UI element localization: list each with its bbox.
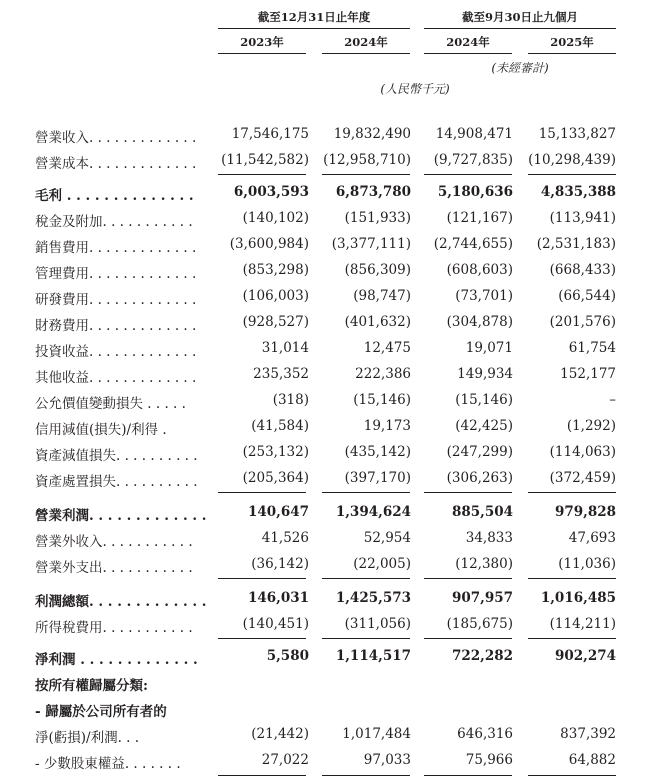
cell-2024: (12,958,710) xyxy=(323,152,411,168)
cell-2024-9m: (42,425) xyxy=(455,418,513,434)
cell-2024: 97,033 xyxy=(363,752,411,768)
cell-2024: (435,142) xyxy=(344,444,411,460)
table-row-selling xyxy=(0,232,658,258)
final-rule xyxy=(322,775,410,776)
cell-2025-9m: 837,392 xyxy=(560,726,616,742)
year-rule-3 xyxy=(424,53,512,54)
cell-2024-9m: 5,180,636 xyxy=(437,184,513,200)
cell-2024-9m: (9,727,835) xyxy=(433,152,513,168)
cell-2025-9m: 902,274 xyxy=(554,648,616,664)
cell-2024: 1,017,484 xyxy=(342,726,411,742)
year-rule-4 xyxy=(528,53,616,54)
cell-2023: 235,352 xyxy=(253,366,309,382)
cell-2023: 146,031 xyxy=(247,590,309,606)
row-label: 稅金及附加. . . . . . . . . . . xyxy=(35,214,193,230)
row-label: 其他收益. . . . . . . . . . . . . xyxy=(35,370,197,386)
cell-2023: 17,546,175 xyxy=(231,126,309,142)
row-label: 信用減值(損失)/利得 . xyxy=(35,422,167,438)
cell-2025-9m: 15,133,827 xyxy=(538,126,616,142)
final-rule xyxy=(218,775,306,776)
table-row-asset-impairment xyxy=(0,440,658,466)
currency-unit-note: (人民幣千元) xyxy=(380,82,450,96)
cell-2024: (401,632) xyxy=(344,314,411,330)
cell-2024-9m: (306,263) xyxy=(446,470,513,486)
row-label: - 歸屬於公司所有者的 xyxy=(35,704,167,720)
period-annual-header: 截至12月31日止年度 xyxy=(257,10,371,24)
cell-2024-9m: (2,744,655) xyxy=(433,236,513,252)
row-label: 營業成本. . . . . . . . . . . . . xyxy=(35,156,197,172)
table-row-owners-heading xyxy=(0,696,658,722)
row-label: 營業收入. . . . . . . . . . . . . xyxy=(35,130,197,146)
row-label: 營業利潤. . . . . . . . . . . . . xyxy=(35,508,207,524)
cell-2025-9m: 1,016,485 xyxy=(540,590,616,606)
cell-2023: (140,102) xyxy=(242,210,309,226)
ninemonth-header-rule xyxy=(424,28,616,29)
row-label: 研發費用. . . . . . . . . . . . . xyxy=(35,292,197,308)
final-rule xyxy=(424,775,512,776)
table-row-finance xyxy=(0,310,658,336)
cell-2024: 6,873,780 xyxy=(335,184,411,200)
subtotal-rule xyxy=(528,492,616,493)
table-row-operating-profit xyxy=(0,500,658,526)
cell-2024: (15,146) xyxy=(353,392,411,408)
year-2023-header: 2023年 xyxy=(240,35,284,49)
table-row-gross-profit xyxy=(0,180,658,206)
row-label: 投資收益. . . . . . . . . . . . . xyxy=(35,344,197,360)
table-row-income-tax xyxy=(0,612,658,638)
table-row-fair-value xyxy=(0,388,658,414)
cell-2023: 41,526 xyxy=(261,530,309,546)
final-rule xyxy=(528,775,616,776)
table-row-nonop-income xyxy=(0,526,658,552)
subtotal-rule xyxy=(322,174,410,175)
subtotal-rule xyxy=(322,492,410,493)
cell-2024-9m: 149,934 xyxy=(457,366,513,382)
subtotal-rule xyxy=(218,638,306,639)
table-row-cost xyxy=(0,148,658,174)
cell-2024-9m: 907,957 xyxy=(451,590,513,606)
cell-2023: (140,451) xyxy=(242,616,309,632)
subtotal-rule xyxy=(528,174,616,175)
cell-2023: 140,647 xyxy=(247,504,309,520)
subtotal-rule xyxy=(528,638,616,639)
cell-2024: (397,170) xyxy=(344,470,411,486)
year-rule-1 xyxy=(218,53,306,54)
subtotal-rule xyxy=(424,174,512,175)
table-row-admin xyxy=(0,258,658,284)
table-row-attribution-heading xyxy=(0,670,658,696)
cell-2023: (3,600,984) xyxy=(229,236,309,252)
row-label: 淨(虧損)/利潤. . . xyxy=(35,730,140,746)
cell-2024-9m: (304,878) xyxy=(446,314,513,330)
cell-2024: 12,475 xyxy=(363,340,411,356)
subtotal-rule xyxy=(218,174,306,175)
cell-2024: (98,747) xyxy=(353,288,411,304)
row-label: 按所有權歸屬分類: xyxy=(35,678,148,694)
cell-2024: (22,005) xyxy=(353,556,411,572)
row-label: 財務費用. . . . . . . . . . . . . xyxy=(35,318,197,334)
table-row-investment xyxy=(0,336,658,362)
row-label: 資產處置損失. . . . . . . . . . xyxy=(35,474,198,490)
row-label: 利潤總額. . . . . . . . . . . . . xyxy=(35,594,207,610)
row-label: 營業外支出. . . . . . . . . . . xyxy=(35,560,193,576)
cell-2025-9m: 61,754 xyxy=(568,340,616,356)
table-row-net-profit xyxy=(0,644,658,670)
annual-header-rule xyxy=(218,28,410,29)
year-rule-2 xyxy=(322,53,410,54)
cell-2024: 19,832,490 xyxy=(333,126,411,142)
row-label: - 少數股東權益. . . . . . . xyxy=(35,756,181,772)
subtotal-rule xyxy=(424,492,512,493)
cell-2024-9m: (15,146) xyxy=(455,392,513,408)
subtotal-rule xyxy=(424,578,512,579)
table-row-other-income xyxy=(0,362,658,388)
cell-2024: (311,056) xyxy=(344,616,411,632)
cell-2023: 27,022 xyxy=(261,752,309,768)
cell-2025-9m: (11,036) xyxy=(558,556,616,572)
cell-2024-9m: (121,167) xyxy=(446,210,513,226)
cell-2025-9m: (114,063) xyxy=(549,444,616,460)
cell-2024-9m: (608,603) xyxy=(446,262,513,278)
cell-2025-9m: (668,433) xyxy=(549,262,616,278)
cell-2024-9m: (247,299) xyxy=(446,444,513,460)
cell-2023: (318) xyxy=(272,392,309,408)
cell-2024: (151,933) xyxy=(344,210,411,226)
cell-2024-9m: (73,701) xyxy=(455,288,513,304)
cell-2023: (36,142) xyxy=(251,556,309,572)
cell-2025-9m: (2,531,183) xyxy=(536,236,616,252)
cell-2023: (205,364) xyxy=(242,470,309,486)
cell-2024: 1,114,517 xyxy=(335,648,411,664)
cell-2023: (41,584) xyxy=(251,418,309,434)
cell-2023: (853,298) xyxy=(242,262,309,278)
subtotal-rule xyxy=(218,578,306,579)
row-label: 公允價值變動損失 . . . . . xyxy=(35,396,186,412)
cell-2025-9m: (114,211) xyxy=(549,616,616,632)
cell-2024-9m: 34,833 xyxy=(465,530,513,546)
cell-2025-9m: (113,941) xyxy=(549,210,616,226)
row-label: 所得稅費用. . . . . . . . . . . xyxy=(35,620,193,636)
row-label: 毛利 . . . . . . . . . . . . . . xyxy=(35,188,194,204)
table-row-revenue xyxy=(0,122,658,148)
cell-2023: (106,003) xyxy=(242,288,309,304)
cell-2025-9m: (66,544) xyxy=(558,288,616,304)
cell-2024: 52,954 xyxy=(363,530,411,546)
table-row-taxes xyxy=(0,206,658,232)
year-2024-header: 2024年 xyxy=(344,35,388,49)
table-row-owners-profit xyxy=(0,722,658,748)
cell-2024-9m: 75,966 xyxy=(465,752,513,768)
cell-2023: 31,014 xyxy=(261,340,309,356)
cell-2024-9m: 14,908,471 xyxy=(435,126,513,142)
cell-2025-9m: 979,828 xyxy=(554,504,616,520)
cell-2025-9m: (201,576) xyxy=(549,314,616,330)
cell-2024: 222,386 xyxy=(355,366,411,382)
cell-2025-9m: 152,177 xyxy=(560,366,616,382)
subtotal-rule xyxy=(322,578,410,579)
row-label: 銷售費用. . . . . . . . . . . . . xyxy=(35,240,197,256)
cell-2023: 5,580 xyxy=(266,648,309,664)
year-2024-9m-header: 2024年 xyxy=(446,35,490,49)
cell-2024-9m: (185,675) xyxy=(446,616,513,632)
cell-2024-9m: 722,282 xyxy=(451,648,513,664)
period-ninemonth-header: 截至9月30日止九個月 xyxy=(461,10,578,24)
table-row-rnd xyxy=(0,284,658,310)
cell-2023: (11,542,582) xyxy=(221,152,309,168)
cell-2024: (3,377,111) xyxy=(331,236,411,252)
row-label: 營業外收入. . . . . . . . . . . xyxy=(35,534,193,550)
cell-2024: 19,173 xyxy=(363,418,411,434)
row-label: 資產減值損失. . . . . . . . . . xyxy=(35,448,198,464)
cell-2024-9m: 885,504 xyxy=(451,504,513,520)
unaudited-note: (未經審計) xyxy=(491,61,549,75)
table-row-nonop-expense xyxy=(0,552,658,578)
cell-2025-9m: – xyxy=(609,392,616,408)
cell-2025-9m: 4,835,388 xyxy=(540,184,616,200)
subtotal-rule xyxy=(528,578,616,579)
subtotal-rule xyxy=(218,492,306,493)
subtotal-rule xyxy=(424,638,512,639)
row-label: 管理費用. . . . . . . . . . . . . xyxy=(35,266,197,282)
row-label: 淨利潤 . . . . . . . . . . . . . xyxy=(35,652,198,668)
table-row-minority-interest xyxy=(0,748,658,774)
cell-2025-9m: (10,298,439) xyxy=(528,152,616,168)
cell-2025-9m: (1,292) xyxy=(566,418,616,434)
cell-2024: (856,309) xyxy=(344,262,411,278)
cell-2024-9m: (12,380) xyxy=(455,556,513,572)
cell-2024-9m: 646,316 xyxy=(457,726,513,742)
subtotal-rule xyxy=(322,638,410,639)
cell-2024: 1,394,624 xyxy=(335,504,411,520)
cell-2023: 6,003,593 xyxy=(233,184,309,200)
cell-2023: (21,442) xyxy=(251,726,309,742)
table-row-asset-disposal xyxy=(0,466,658,492)
cell-2023: (928,527) xyxy=(242,314,309,330)
cell-2025-9m: 64,882 xyxy=(568,752,616,768)
cell-2025-9m: (372,459) xyxy=(549,470,616,486)
table-row-total-profit xyxy=(0,586,658,612)
cell-2024-9m: 19,071 xyxy=(465,340,513,356)
cell-2024: 1,425,573 xyxy=(335,590,411,606)
cell-2023: (253,132) xyxy=(242,444,309,460)
year-2025-9m-header: 2025年 xyxy=(550,35,594,49)
cell-2025-9m: 47,693 xyxy=(568,530,616,546)
table-row-credit-impairment xyxy=(0,414,658,440)
